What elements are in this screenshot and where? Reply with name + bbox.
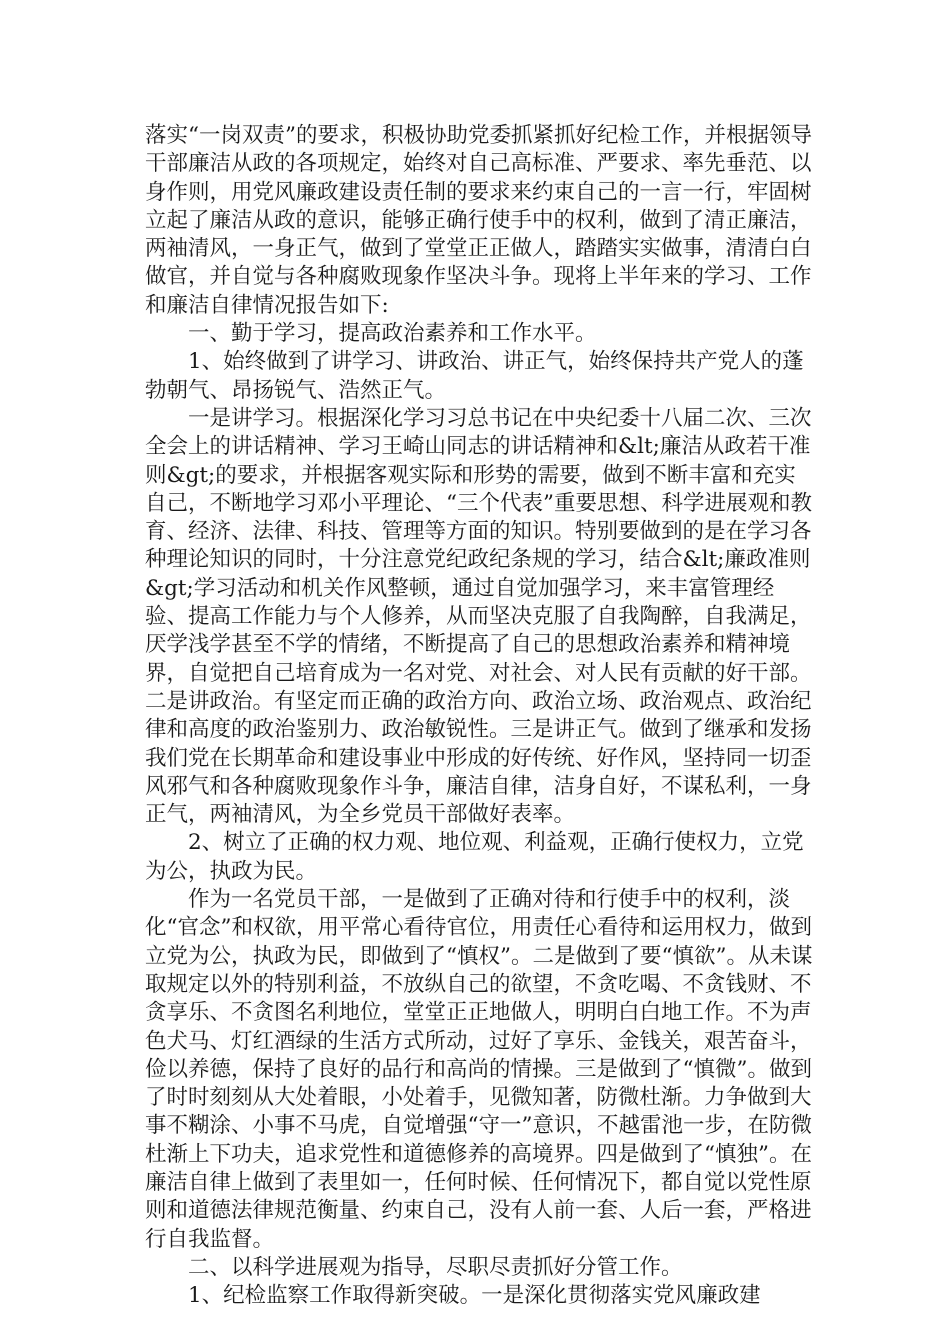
document-body bbox=[145, 122, 815, 1310]
paragraph-party-cadre: 作为一名党员干部，一是做到了正确对待和行使手中的权利，淡化“官念”和权欲，用平常心看待官位，用责任心看待和运用权力，做到立党为公，执政为民，即做到了“慎权”。二是做到了要“慎欲”。从未谋取规定以外的特别利益，不放纵自己的欲望，不贪吃喝、不贪钱财、不贪享乐、不贪图名利地位，堂堂正正地做人，明明白白地工作。不为声色犬马、灯红酒绿的生活方式所动，过好了享乐、金钱关，艰苦奋斗，俭以养德，保持了良好的品行和高尚的情操。三是做到了“慎微”。做到了时时刻刻从大处着眼，小处着手，见微知著，防微杜渐。力争做到大事不糊涂、小事不马虎，自觉增强“守一”意识，不越雷池一步，在防微杜渐上下功夫，追求党性和道德修养的高境界。四是做到了“慎独”。在廉洁自律上做到了表里如一，任何时候、任何情况下，都自觉以党性原则和道德法律规范衡量、约束自己，没有人前一套、人后一套，严格进行自我监督。 bbox=[145, 887, 813, 1252]
paragraph-intro: 落实“一岗双责”的要求，积极协助党委抓紧抓好纪检工作，并根据领导干部廉洁从政的各项规定，始终对自己高标准、严要求、率先垂范、以身作则，用党风廉政建设责任制的要求来约束自己的一言一行，牢固树立起了廉洁从政的意识，能够正确行使手中的权利，做到了清正廉洁，两袖清风，一身正气，做到了堂堂正正做人，踏踏实实做事，清清白白做官，并自觉与各种腐败现象作坚决斗争。现将上半年来的学习、工作和廉洁自律情况报告如下: bbox=[145, 123, 812, 318]
section-heading-2: 二、以科学进展观为指导，尽职尽责抓好分管工作。 bbox=[188, 1254, 683, 1280]
subsection-heading-1-2: 2、树立了正确的权力观、地位观、利益观，正确行使权力，立党为公，执政为民。 bbox=[145, 830, 804, 884]
section-heading-1: 一、勤于学习，提高政治素养和工作水平。 bbox=[188, 321, 597, 347]
subsection-heading-1-1: 1、始终做到了讲学习、讲政治、讲正气，始终保持共产党人的蓬勃朝气、昂扬锐气、浩然正气。 bbox=[145, 349, 804, 403]
subsection-heading-2-1: 1、纪检监察工作取得新突破。一是深化贯彻落实党风廉政建 bbox=[188, 1283, 761, 1309]
paragraph-study-politics-integrity: 一是讲学习。根据深化学习习总书记在中央纪委十八届二次、三次全会上的讲话精神、学习王崎山同志的讲话精神和&lt;廉洁从政若干准则&gt;的要求，并根据客观实际和形势的需要，做到不断丰富和充实自己，不断地学习邓小平理论、“三个代表”重要思想、科学进展观和教育、经济、法律、科技、管理等方面的知识。特别要做到的是在学习各种理论知识的同时，十分注意党纪政纪条规的学习，结合&lt;廉政准则&gt;学习活动和机关作风整顿，通过自觉加强学习，来丰富管理经验、提高工作能力与个人修养，从而坚决克服了自我陶醉，自我满足，厌学浅学甚至不学的情绪，不断提高了自己的思想政治素养和精神境界，自觉把自己培育成为一名对党、对社会、对人民有贡献的好干部。二是讲政治。有坚定而正确的政治方向、政治立场、政治观点、政治纪律和高度的政治鉴别力、政治敏锐性。三是讲正气。做到了继承和发扬我们党在长期革命和建设事业中形成的好传统、好作风，坚持同一切歪风邪气和各种腐败现象作斗争，廉洁自律，洁身自好，不谋私利，一身正气，两袖清风，为全乡党员干部做好表率。 bbox=[145, 405, 812, 828]
